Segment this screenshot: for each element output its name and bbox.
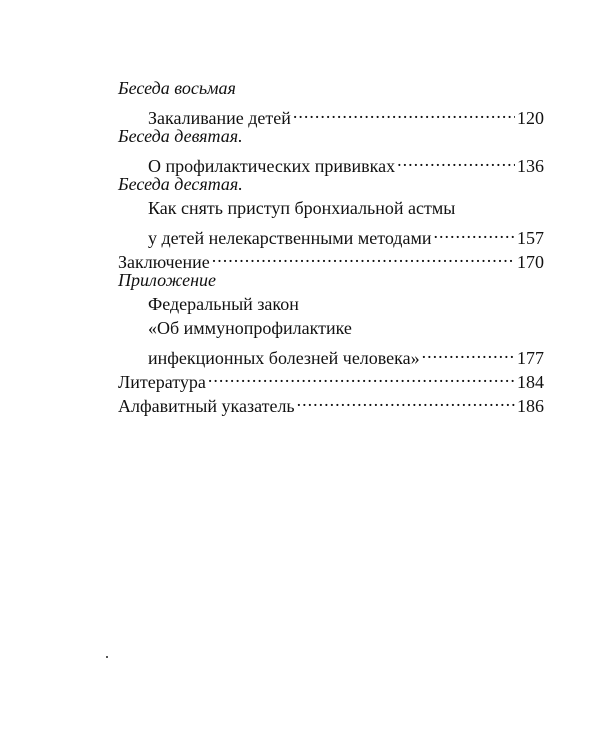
toc-page-number: 157 — [517, 228, 544, 248]
toc-entry-title: инфекционных болезней человека» — [148, 348, 420, 368]
toc-entry-law-line2: «Об иммунопрофилактике — [148, 318, 352, 338]
dot-leader — [212, 244, 515, 268]
toc-page-number: 184 — [517, 372, 544, 392]
toc-entry-law[interactable] — [118, 340, 544, 368]
dot-leader — [422, 340, 515, 364]
toc-page-number: 136 — [517, 156, 544, 176]
toc-entry-title: Литература — [118, 372, 206, 392]
toc-entry-hardening[interactable] — [118, 100, 544, 128]
toc-heading-appendix: Приложение — [118, 270, 217, 290]
toc-entry-title: О профилактических прививках — [148, 156, 396, 176]
toc-page-number: 120 — [517, 108, 544, 128]
toc-entry-vaccinations[interactable] — [118, 148, 544, 176]
toc-entry-title: у детей нелекарственными методами — [148, 228, 432, 248]
toc-page-number: 170 — [517, 252, 544, 272]
toc-entry-literature[interactable] — [118, 364, 544, 392]
toc-entry-title: Закаливание детей — [148, 108, 291, 128]
toc-page-number: 186 — [517, 396, 544, 416]
toc-entry-asthma-line1: Как снять приступ бронхиальной астмы — [148, 198, 456, 218]
toc-entry-asthma[interactable] — [118, 220, 544, 248]
toc-entry-title: Заключение — [118, 252, 210, 272]
print-speck — [106, 656, 108, 658]
toc-page-number: 177 — [517, 348, 544, 368]
dot-leader — [433, 220, 515, 244]
toc-entry-law-line1: Федеральный закон — [148, 294, 299, 314]
dot-leader — [297, 388, 515, 412]
toc-heading-conversation-8: Беседа восьмая — [118, 78, 236, 98]
toc-entry-title: Алфавитный указатель — [118, 396, 295, 416]
table-of-contents — [118, 76, 544, 416]
toc-entry-index[interactable] — [118, 388, 544, 416]
dot-leader — [397, 148, 515, 172]
toc-heading-conversation-9: Беседа девятая. — [118, 126, 243, 146]
toc-entry-conclusion[interactable] — [118, 244, 544, 272]
dot-leader — [293, 100, 515, 124]
dot-leader — [208, 364, 515, 388]
toc-heading-conversation-10: Беседа десятая. — [118, 174, 243, 194]
